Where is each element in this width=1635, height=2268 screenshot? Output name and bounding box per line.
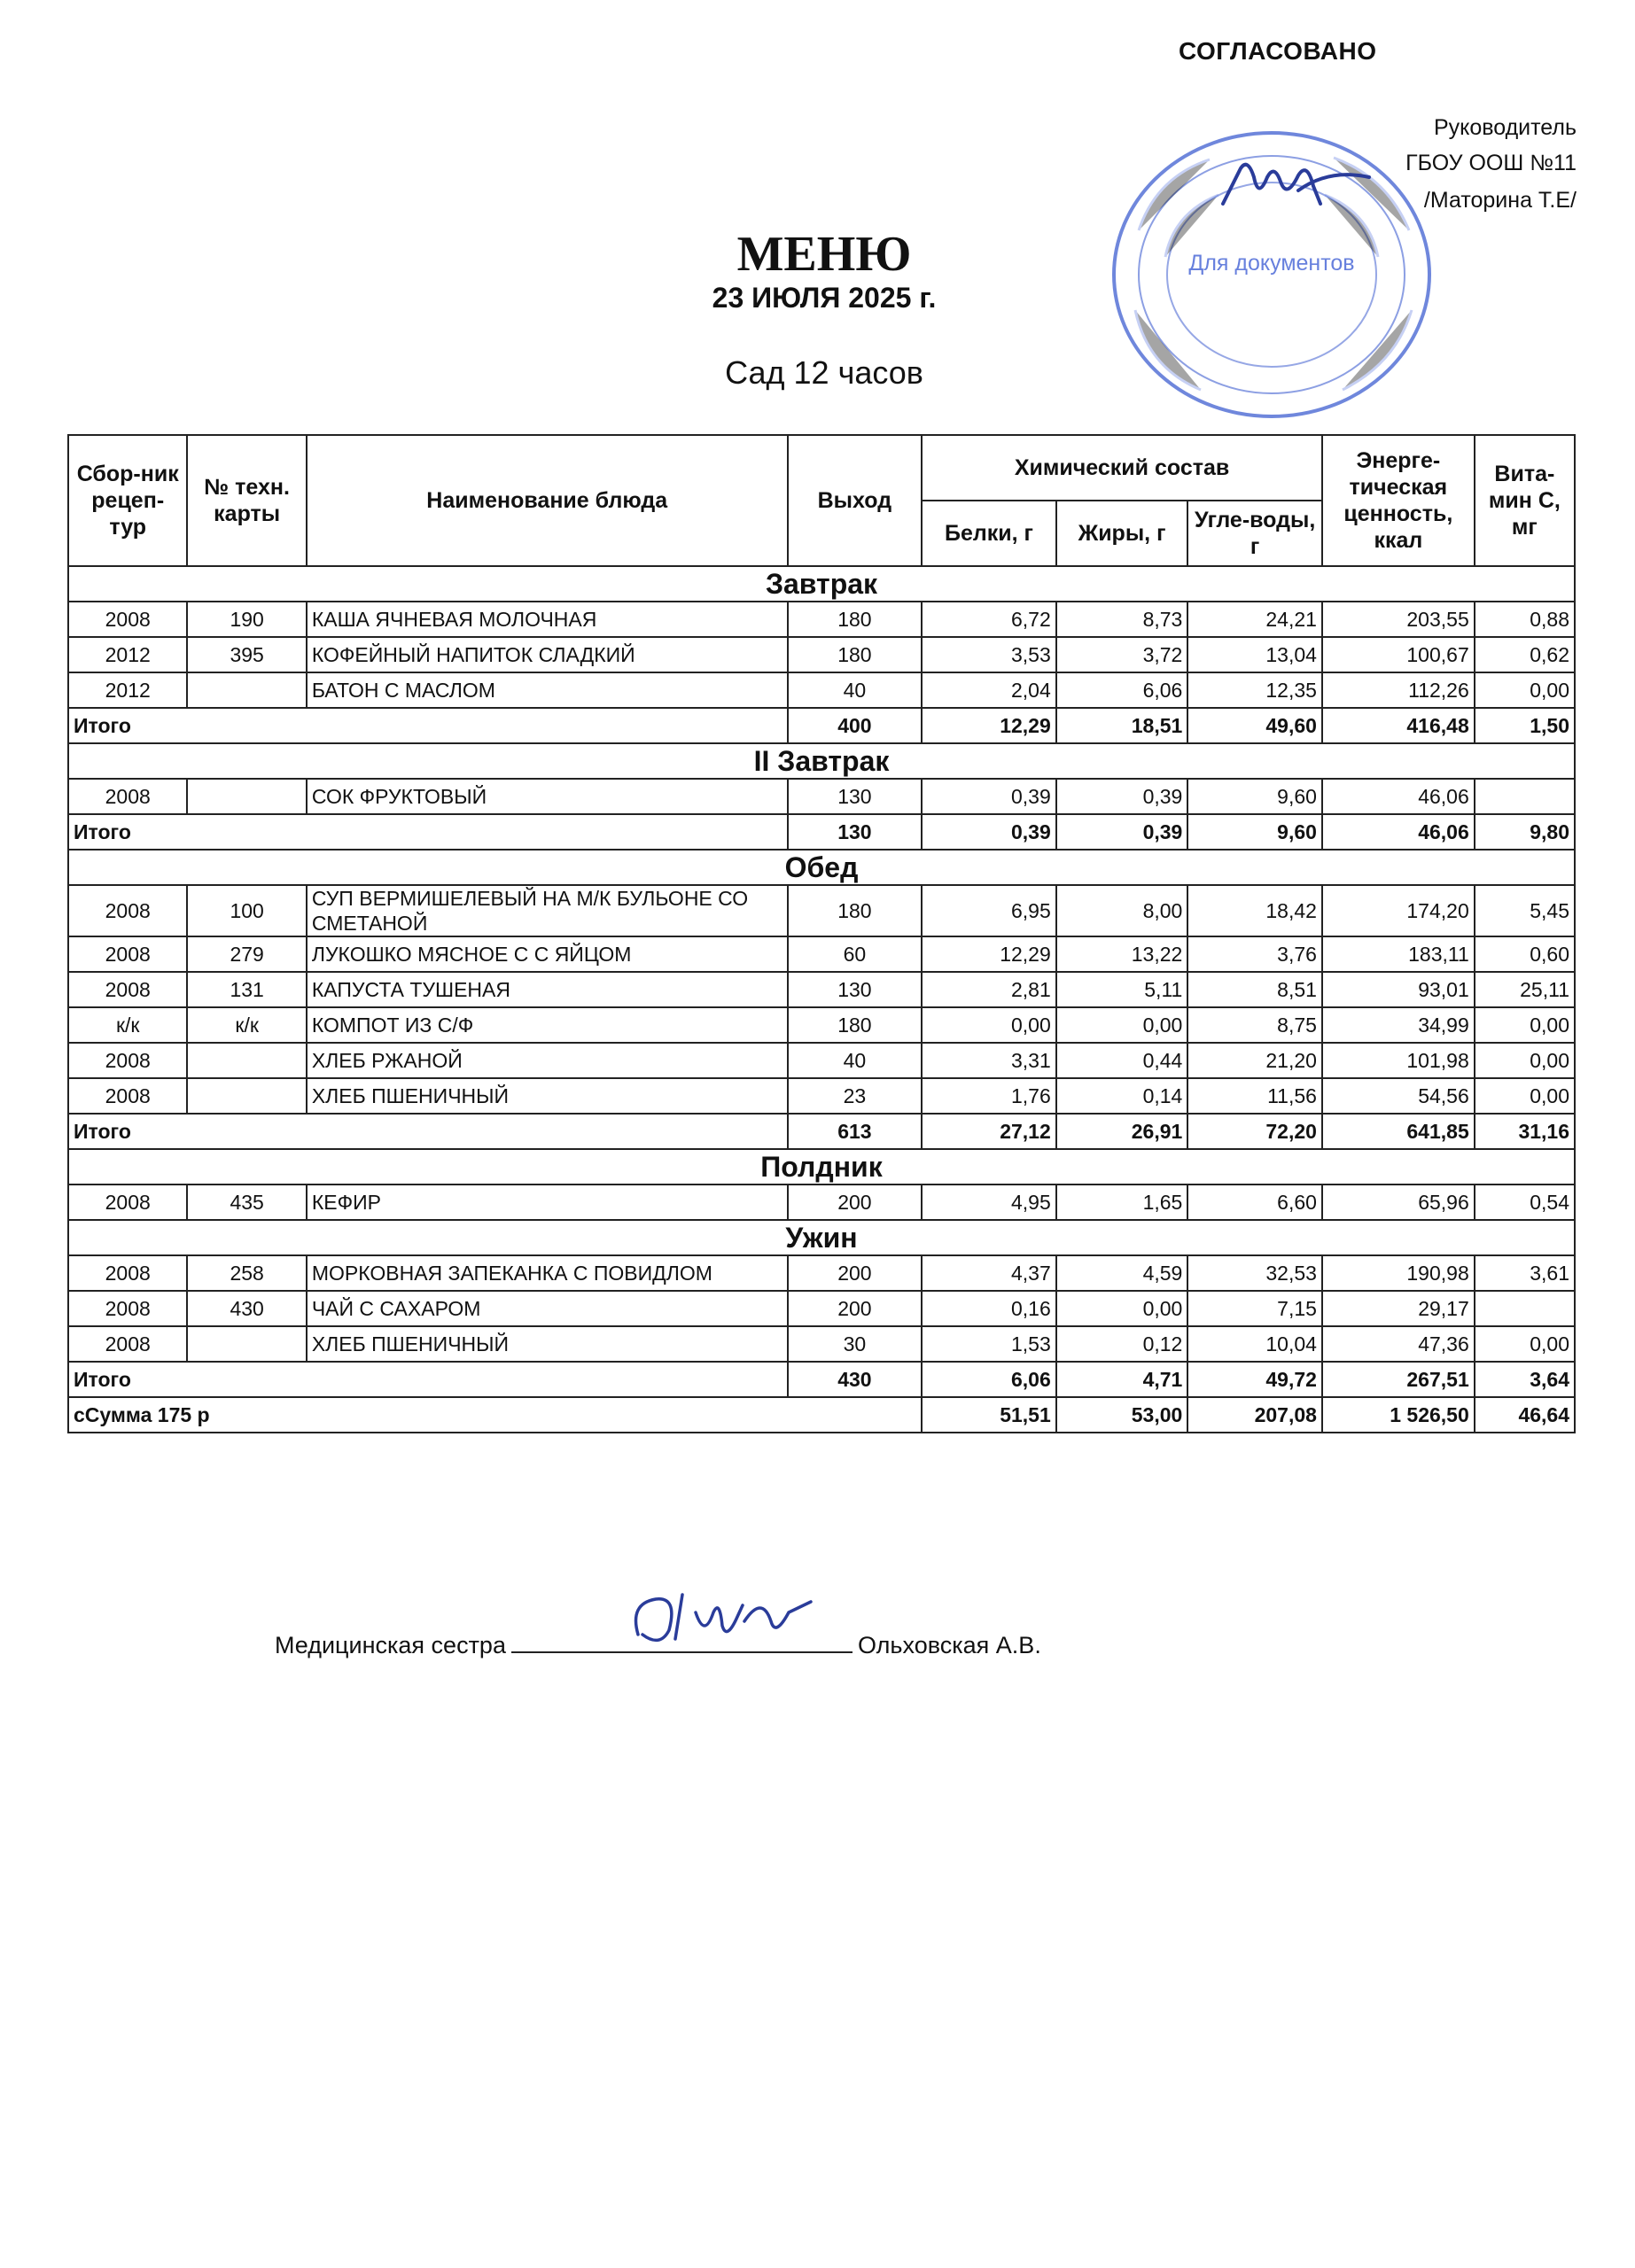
- total-label: Итого: [68, 1114, 788, 1149]
- total-row: [68, 708, 1575, 743]
- table-row: [68, 1184, 1575, 1220]
- vitamin-cell: 0,54: [1475, 1184, 1575, 1220]
- output-cell: 30: [788, 1326, 923, 1362]
- protein-cell: 2,04: [922, 672, 1056, 708]
- collection-cell: 2008: [68, 1184, 187, 1220]
- dish-cell: ХЛЕБ РЖАНОЙ: [307, 1043, 788, 1078]
- carbs-cell: 21,20: [1187, 1043, 1322, 1078]
- section-row: [68, 1149, 1575, 1184]
- total-output-cell: 613: [788, 1114, 923, 1149]
- tech-card-cell: 131: [187, 972, 306, 1007]
- total-row: [68, 814, 1575, 850]
- tech-card-cell: [187, 672, 306, 708]
- protein-cell: 6,72: [922, 602, 1056, 637]
- dish-cell: КОФЕЙНЫЙ НАПИТОК СЛАДКИЙ: [307, 637, 788, 672]
- header-dish: Наименование блюда: [307, 435, 788, 566]
- document-date: 23 ИЮЛЯ 2025 г.: [712, 282, 937, 314]
- protein-cell: 12,29: [922, 936, 1056, 972]
- stamp-center-text: Для документов: [1188, 251, 1355, 276]
- total-vitamin-cell: 31,16: [1475, 1114, 1575, 1149]
- approver-name: /Маторина Т.Е/: [1423, 188, 1577, 213]
- fat-cell: 1,65: [1056, 1184, 1188, 1220]
- header-collection: Сбор-ник рецеп-тур: [68, 435, 187, 566]
- carbs-cell: 6,60: [1187, 1184, 1322, 1220]
- grand-total-fat: 53,00: [1056, 1397, 1188, 1433]
- vitamin-cell: [1475, 1291, 1575, 1326]
- nurse-signature: [620, 1586, 824, 1657]
- menu-table: [67, 434, 1576, 1433]
- carbs-cell: 8,51: [1187, 972, 1322, 1007]
- dish-cell: БАТОН С МАСЛОМ: [307, 672, 788, 708]
- total-row: [68, 1362, 1575, 1397]
- tech-card-cell: [187, 1326, 306, 1362]
- collection-cell: 2008: [68, 779, 187, 814]
- table-row: [68, 885, 1575, 936]
- total-label: Итого: [68, 708, 788, 743]
- output-cell: 180: [788, 602, 923, 637]
- tech-card-cell: [187, 1078, 306, 1114]
- header-protein: Белки, г: [922, 501, 1056, 566]
- vitamin-cell: 5,45: [1475, 885, 1575, 936]
- table-row: [68, 936, 1575, 972]
- output-cell: 180: [788, 637, 923, 672]
- approver-role: Руководитель: [1433, 115, 1577, 140]
- collection-cell: 2008: [68, 936, 187, 972]
- total-output-cell: 430: [788, 1362, 923, 1397]
- protein-cell: 1,76: [922, 1078, 1056, 1114]
- grand-total-protein: 51,51: [922, 1397, 1056, 1433]
- total-carbs-cell: 9,60: [1187, 814, 1322, 850]
- carbs-cell: 11,56: [1187, 1078, 1322, 1114]
- section-row: [68, 743, 1575, 779]
- total-energy-cell: 416,48: [1322, 708, 1475, 743]
- energy-cell: 112,26: [1322, 672, 1475, 708]
- collection-cell: 2008: [68, 1043, 187, 1078]
- fat-cell: 3,72: [1056, 637, 1188, 672]
- total-protein-cell: 12,29: [922, 708, 1056, 743]
- total-vitamin-cell: 1,50: [1475, 708, 1575, 743]
- total-carbs-cell: 72,20: [1187, 1114, 1322, 1149]
- header-chemical: Химический состав: [922, 435, 1322, 501]
- approval-heading: СОГЛАСОВАНО: [1179, 37, 1377, 65]
- output-cell: 40: [788, 1043, 923, 1078]
- total-protein-cell: 0,39: [922, 814, 1056, 850]
- nurse-label: Медицинская сестра: [275, 1632, 506, 1658]
- table-row: [68, 637, 1575, 672]
- total-fat-cell: 4,71: [1056, 1362, 1188, 1397]
- collection-cell: 2012: [68, 672, 187, 708]
- fat-cell: 8,00: [1056, 885, 1188, 936]
- energy-cell: 203,55: [1322, 602, 1475, 637]
- vitamin-cell: 0,62: [1475, 637, 1575, 672]
- dish-cell: СОК ФРУКТОВЫЙ: [307, 779, 788, 814]
- vitamin-cell: 0,00: [1475, 1078, 1575, 1114]
- output-cell: 180: [788, 885, 923, 936]
- output-cell: 200: [788, 1184, 923, 1220]
- total-protein-cell: 6,06: [922, 1362, 1056, 1397]
- tech-card-cell: 190: [187, 602, 306, 637]
- table-row: [68, 1078, 1575, 1114]
- collection-cell: 2008: [68, 885, 187, 936]
- table-row: [68, 1326, 1575, 1362]
- table-row: [68, 972, 1575, 1007]
- tech-card-cell: к/к: [187, 1007, 306, 1043]
- carbs-cell: 12,35: [1187, 672, 1322, 708]
- output-cell: 200: [788, 1255, 923, 1291]
- fat-cell: 6,06: [1056, 672, 1188, 708]
- fat-cell: 0,39: [1056, 779, 1188, 814]
- protein-cell: 4,95: [922, 1184, 1056, 1220]
- fat-cell: 0,14: [1056, 1078, 1188, 1114]
- fat-cell: 0,00: [1056, 1007, 1188, 1043]
- energy-cell: 29,17: [1322, 1291, 1475, 1326]
- fat-cell: 8,73: [1056, 602, 1188, 637]
- total-row: [68, 1114, 1575, 1149]
- grand-total-energy: 1 526,50: [1322, 1397, 1475, 1433]
- section-row: [68, 850, 1575, 885]
- dish-cell: СУП ВЕРМИШЕЛЕВЫЙ НА М/К БУЛЬОНЕ СО СМЕТАНОЙ: [307, 885, 788, 936]
- protein-cell: 6,95: [922, 885, 1056, 936]
- collection-cell: 2008: [68, 1255, 187, 1291]
- tech-card-cell: 395: [187, 637, 306, 672]
- protein-cell: 0,39: [922, 779, 1056, 814]
- approver-signature: [1214, 151, 1382, 221]
- grand-total-carbs: 207,08: [1187, 1397, 1322, 1433]
- protein-cell: 3,31: [922, 1043, 1056, 1078]
- dish-cell: ЛУКОШКО МЯСНОЕ С С ЯЙЦОМ: [307, 936, 788, 972]
- carbs-cell: 9,60: [1187, 779, 1322, 814]
- vitamin-cell: 0,88: [1475, 602, 1575, 637]
- vitamin-cell: [1475, 779, 1575, 814]
- energy-cell: 46,06: [1322, 779, 1475, 814]
- output-cell: 60: [788, 936, 923, 972]
- total-fat-cell: 26,91: [1056, 1114, 1188, 1149]
- protein-cell: 4,37: [922, 1255, 1056, 1291]
- energy-cell: 65,96: [1322, 1184, 1475, 1220]
- energy-cell: 100,67: [1322, 637, 1475, 672]
- section-title: Обед: [68, 850, 1575, 885]
- tech-card-cell: 430: [187, 1291, 306, 1326]
- output-cell: 23: [788, 1078, 923, 1114]
- dish-cell: ХЛЕБ ПШЕНИЧНЫЙ: [307, 1326, 788, 1362]
- vitamin-cell: 0,00: [1475, 1043, 1575, 1078]
- nurse-name: Ольховская А.В.: [857, 1632, 1041, 1658]
- output-cell: 180: [788, 1007, 923, 1043]
- header-energy: Энерге-тическая ценность, ккал: [1322, 435, 1475, 566]
- total-carbs-cell: 49,60: [1187, 708, 1322, 743]
- approver-org: ГБОУ ООШ №11: [1405, 151, 1577, 175]
- table-row: [68, 1291, 1575, 1326]
- protein-cell: 0,00: [922, 1007, 1056, 1043]
- section-title: Завтрак: [68, 566, 1575, 602]
- tech-card-cell: 100: [187, 885, 306, 936]
- energy-cell: 54,56: [1322, 1078, 1475, 1114]
- protein-cell: 2,81: [922, 972, 1056, 1007]
- protein-cell: 1,53: [922, 1326, 1056, 1362]
- protein-cell: 3,53: [922, 637, 1056, 672]
- table-row: [68, 672, 1575, 708]
- vitamin-cell: 0,00: [1475, 672, 1575, 708]
- group-name: Сад 12 часов: [725, 354, 923, 391]
- dish-cell: ЧАЙ С САХАРОМ: [307, 1291, 788, 1326]
- section-title: Полдник: [68, 1149, 1575, 1184]
- collection-cell: 2008: [68, 972, 187, 1007]
- total-energy-cell: 267,51: [1322, 1362, 1475, 1397]
- carbs-cell: 18,42: [1187, 885, 1322, 936]
- vitamin-cell: 0,00: [1475, 1007, 1575, 1043]
- vitamin-cell: 3,61: [1475, 1255, 1575, 1291]
- total-output-cell: 130: [788, 814, 923, 850]
- output-cell: 130: [788, 972, 923, 1007]
- energy-cell: 101,98: [1322, 1043, 1475, 1078]
- total-output-cell: 400: [788, 708, 923, 743]
- fat-cell: 0,12: [1056, 1326, 1188, 1362]
- total-label: Итого: [68, 814, 788, 850]
- dish-cell: КАША ЯЧНЕВАЯ МОЛОЧНАЯ: [307, 602, 788, 637]
- header-carbs: Угле-воды, г: [1187, 501, 1322, 566]
- dish-cell: МОРКОВНАЯ ЗАПЕКАНКА С ПОВИДЛОМ: [307, 1255, 788, 1291]
- grand-total-vitc: 46,64: [1475, 1397, 1575, 1433]
- carbs-cell: 13,04: [1187, 637, 1322, 672]
- protein-cell: 0,16: [922, 1291, 1056, 1326]
- output-cell: 200: [788, 1291, 923, 1326]
- energy-cell: 47,36: [1322, 1326, 1475, 1362]
- header-vitamin: Вита-мин С, мг: [1475, 435, 1575, 566]
- collection-cell: 2008: [68, 1078, 187, 1114]
- vitamin-cell: 0,60: [1475, 936, 1575, 972]
- carbs-cell: 3,76: [1187, 936, 1322, 972]
- grand-total-label: сСумма 175 р: [68, 1397, 922, 1433]
- energy-cell: 190,98: [1322, 1255, 1475, 1291]
- total-fat-cell: 0,39: [1056, 814, 1188, 850]
- table-body: [68, 566, 1575, 1433]
- fat-cell: 4,59: [1056, 1255, 1188, 1291]
- carbs-cell: 8,75: [1187, 1007, 1322, 1043]
- header-output: Выход: [788, 435, 923, 566]
- section-title: Ужин: [68, 1220, 1575, 1255]
- vitamin-cell: 0,00: [1475, 1326, 1575, 1362]
- fat-cell: 13,22: [1056, 936, 1188, 972]
- total-fat-cell: 18,51: [1056, 708, 1188, 743]
- table-row: [68, 1255, 1575, 1291]
- dish-cell: ХЛЕБ ПШЕНИЧНЫЙ: [307, 1078, 788, 1114]
- collection-cell: 2012: [68, 637, 187, 672]
- tech-card-cell: 435: [187, 1184, 306, 1220]
- collection-cell: к/к: [68, 1007, 187, 1043]
- collection-cell: 2008: [68, 1326, 187, 1362]
- table-row: [68, 1007, 1575, 1043]
- carbs-cell: 7,15: [1187, 1291, 1322, 1326]
- output-cell: 130: [788, 779, 923, 814]
- total-vitamin-cell: 9,80: [1475, 814, 1575, 850]
- table-row: [68, 602, 1575, 637]
- section-row: [68, 1220, 1575, 1255]
- energy-cell: 93,01: [1322, 972, 1475, 1007]
- total-vitamin-cell: 3,64: [1475, 1362, 1575, 1397]
- total-carbs-cell: 49,72: [1187, 1362, 1322, 1397]
- carbs-cell: 24,21: [1187, 602, 1322, 637]
- grand-total-row: [68, 1397, 1575, 1433]
- fat-cell: 0,44: [1056, 1043, 1188, 1078]
- carbs-cell: 10,04: [1187, 1326, 1322, 1362]
- section-row: [68, 566, 1575, 602]
- tech-card-cell: [187, 1043, 306, 1078]
- table-row: [68, 779, 1575, 814]
- table-row: [68, 1043, 1575, 1078]
- energy-cell: 34,99: [1322, 1007, 1475, 1043]
- total-energy-cell: 641,85: [1322, 1114, 1475, 1149]
- output-cell: 40: [788, 672, 923, 708]
- energy-cell: 174,20: [1322, 885, 1475, 936]
- tech-card-cell: [187, 779, 306, 814]
- dish-cell: КЕФИР: [307, 1184, 788, 1220]
- total-label: Итого: [68, 1362, 788, 1397]
- dish-cell: КОМПОТ ИЗ С/Ф: [307, 1007, 788, 1043]
- total-protein-cell: 27,12: [922, 1114, 1056, 1149]
- table-header: [68, 435, 1575, 566]
- fat-cell: 0,00: [1056, 1291, 1188, 1326]
- tech-card-cell: 279: [187, 936, 306, 972]
- energy-cell: 183,11: [1322, 936, 1475, 972]
- vitamin-cell: 25,11: [1475, 972, 1575, 1007]
- tech-card-cell: 258: [187, 1255, 306, 1291]
- collection-cell: 2008: [68, 1291, 187, 1326]
- total-energy-cell: 46,06: [1322, 814, 1475, 850]
- carbs-cell: 32,53: [1187, 1255, 1322, 1291]
- header-fat: Жиры, г: [1056, 501, 1188, 566]
- collection-cell: 2008: [68, 602, 187, 637]
- fat-cell: 5,11: [1056, 972, 1188, 1007]
- section-title: II Завтрак: [68, 743, 1575, 779]
- header-tech-card: № техн. карты: [187, 435, 306, 566]
- dish-cell: КАПУСТА ТУШЕНАЯ: [307, 972, 788, 1007]
- document-title: МЕНЮ: [736, 227, 912, 282]
